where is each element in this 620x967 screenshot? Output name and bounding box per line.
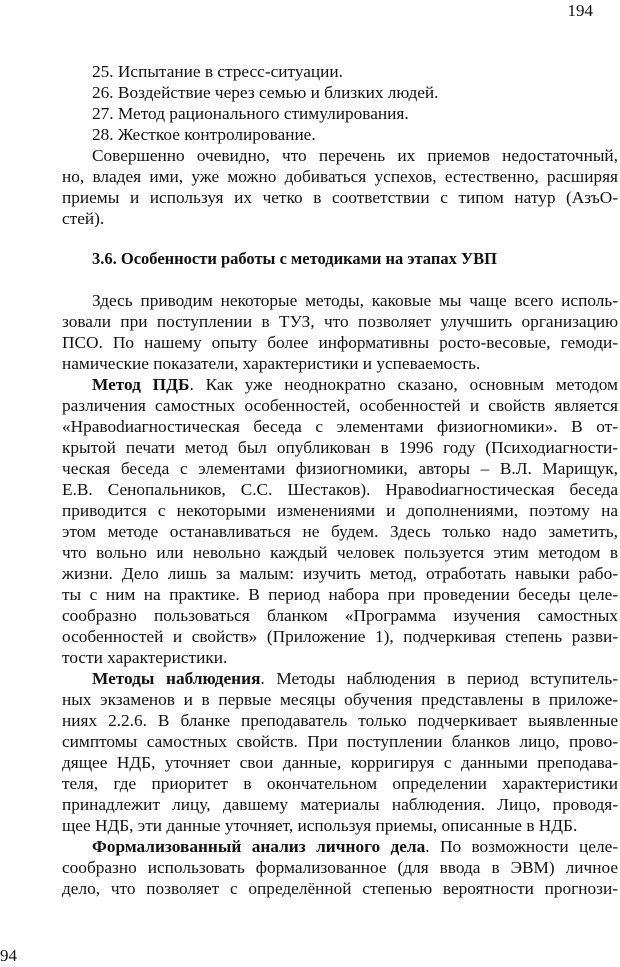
paragraph-line: принадлежит лицу, давшему материалы наблюдения. Лицо, проводя- <box>62 795 618 814</box>
list-item: 27. Метод рационального стимулирования. <box>92 104 409 123</box>
paragraph-line: симптомы самостных свойств. При поступлении бланков лицо, прово- <box>62 732 618 751</box>
paragraph-line: Формализованный анализ личного дела. По возможности целе- <box>92 837 618 856</box>
paragraph-line: дело, что позволяет с определённой степенью вероятности прогнози- <box>62 879 618 898</box>
paragraph-line: сообразно пользоваться бланком «Программа изучения самостных <box>62 606 618 625</box>
paragraph-line: дящее НДБ, уточняет свои данные, корригируя с данными преподава- <box>62 753 618 772</box>
paragraph-line: но, владея ими, уже можно добиваться успехов, естественно, расширяя <box>62 167 618 186</box>
bold-term: Метод ПДБ <box>92 375 190 394</box>
paragraph-line: щее НДБ, эти данные уточняет, используя приемы, описанные в НДБ. <box>62 816 578 835</box>
paragraph-line: ных экзаменов и в первые месяцы обучения представлены в приложе- <box>62 690 618 709</box>
paragraph-line: «Нравоdиагностическая беседа с элементами физиогномики». В от- <box>62 417 618 436</box>
paragraph-line: Метод ПДБ. Как уже неоднократно сказано, основным методом <box>92 375 618 394</box>
paragraph-line: Здесь приводим некоторые методы, каковые мы чаще всего исполь- <box>92 291 618 310</box>
paragraph-line: ческая беседа с элементами физиогномики, авторы – В.Л. Марищук, <box>62 459 618 478</box>
paragraph-line: ниях 2.2.6. В бланке преподаватель только подчеркивает выявленные <box>62 711 618 730</box>
paragraph-line: Методы наблюдения. Методы наблюдения в период вступитель- <box>92 669 618 688</box>
paragraph-line: намические показатели, характеристики и успеваемость. <box>62 354 481 373</box>
paragraph-line: тости характеристики. <box>62 648 228 667</box>
bold-term: Методы наблюдения <box>92 669 261 688</box>
paragraph-line: особенностей и свойств» (Приложение 1), подчеркивая степень разви- <box>62 627 618 646</box>
paragraph-line: этом методе останавливаться не будем. Здесь только надо заметить, <box>62 522 618 541</box>
paragraph-line: ПСО. По нашему опыту более информативны росто-весовые, гемоди- <box>62 333 618 352</box>
paragraph-line: приемы и используя их четко в соответствии с типом натур (АзъО- <box>62 188 618 207</box>
paragraph-line: крытой печати метод был опубликован в 1996 году (Психодиагности- <box>62 438 618 457</box>
paragraph-line: Совершенно очевидно, что перечень их приемов недостаточный, <box>92 146 618 165</box>
section-heading: 3.6. Особенности работы с методиками на этапах УВП <box>92 249 497 268</box>
paragraph-line: стей). <box>62 209 105 228</box>
paragraph-line: Е.В. Сенопальников, С.С. Шестаков). Нравоdиагностическая беседа <box>62 480 618 499</box>
bold-term: Формализованный анализ личного дела <box>92 837 426 856</box>
paragraph-line: зовали при поступлении в ТУЗ, что позволяет улучшить организацию <box>62 312 618 331</box>
paragraph-line: различения самостных особенностей, особенностей и свойств является <box>62 396 618 415</box>
page-number-bottom: 94 <box>0 946 17 965</box>
paragraph-line: жизни. Дело лишь за малым: изучить метод, отработать навыки рабо- <box>62 564 618 583</box>
list-item: 25. Испытание в стресс-ситуации. <box>92 62 343 81</box>
paragraph-line: что вольно или невольно каждый человек пользуется этим методом в <box>62 543 618 562</box>
page-number-top: 194 <box>567 1 593 20</box>
list-item: 26. Воздействие через семью и близких людей. <box>92 83 439 102</box>
paragraph-line: ты с ним на практике. В период набора при проведении беседы целе- <box>62 585 618 604</box>
paragraph-line: теля, где приоритет в окончательном определении характеристики <box>62 774 618 793</box>
paragraph-line: сообразно использовать формализованное (для ввода в ЭВМ) личное <box>62 858 618 877</box>
paragraph-line: приводится с некоторыми изменениями и дополнениями, поэтому на <box>62 501 618 520</box>
list-item: 28. Жесткое контролирование. <box>92 125 316 144</box>
